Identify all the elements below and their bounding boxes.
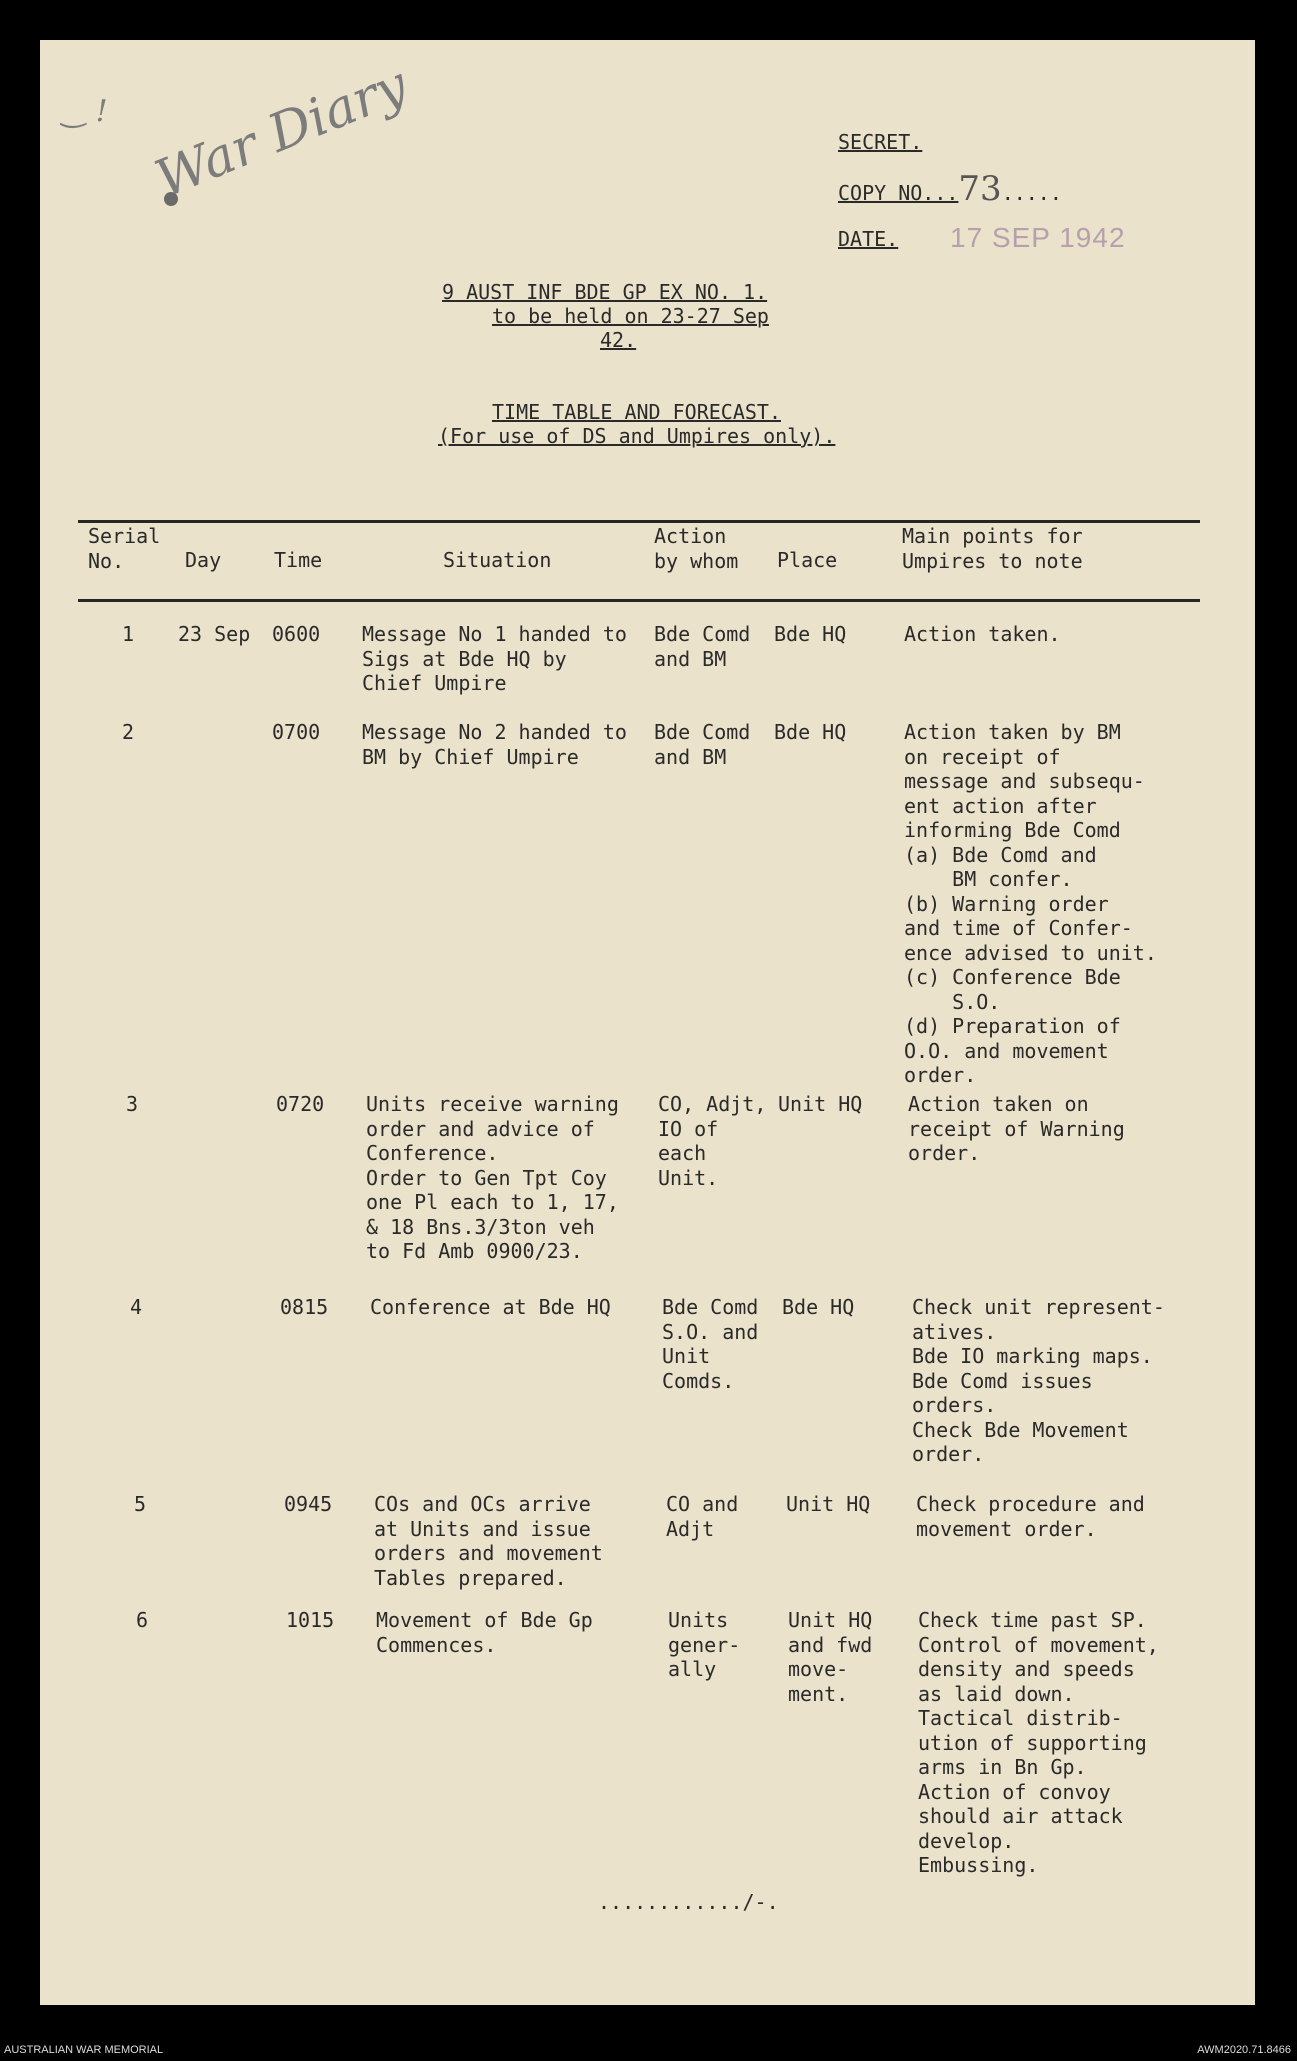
row-6-serial: 6 xyxy=(136,1608,149,1632)
title-line-1: 9 AUST INF BDE GP EX NO. 1. xyxy=(442,280,768,304)
handwritten-mark: ‿ ! xyxy=(62,94,108,129)
row-1-situation: Message No 1 handed to Sigs at Bde HQ by Chief Umpire xyxy=(362,622,627,695)
row-2-time: 0700 xyxy=(272,720,321,744)
row-6-situation: Movement of Bde Gp Commences. xyxy=(376,1608,593,1657)
row-1-action: Bde Comd and BM xyxy=(654,622,751,671)
header-situation: Situation xyxy=(443,548,552,572)
date-stamp: 17 SEP 1942 xyxy=(950,222,1126,253)
row-2-place: Bde HQ xyxy=(774,720,847,744)
row-5-points: Check procedure and movement order. xyxy=(916,1492,1145,1541)
row-1-day: 23 Sep xyxy=(178,622,251,646)
table-top-rule xyxy=(78,520,1200,523)
classification-label: SECRET. xyxy=(838,130,923,154)
row-1-points: Action taken. xyxy=(904,622,1061,646)
subtitle-line-2: (For use of DS and Umpires only). xyxy=(438,424,836,448)
row-5-place: Unit HQ xyxy=(786,1492,871,1516)
header-time: Time xyxy=(274,548,323,572)
row-6-points: Check time past SP. Control of movement, density and speeds as laid down. Tactical distrib- ution of supporting arms in Bn Gp. Action of convoy should air attack develop. Embussing. xyxy=(918,1608,1159,1877)
row-1-serial: 1 xyxy=(122,622,135,646)
row-6-time: 1015 xyxy=(286,1608,335,1632)
row-1-time: 0600 xyxy=(272,622,321,646)
row-3-action: CO, Adjt, IO of each Unit. xyxy=(658,1092,767,1190)
row-4-situation: Conference at Bde HQ xyxy=(370,1295,611,1319)
continuation-marker: ............/-. xyxy=(598,1890,779,1914)
title-line-3: 42. xyxy=(600,328,637,352)
row-3-time: 0720 xyxy=(276,1092,325,1116)
copy-number-line: COPY NO...73..... xyxy=(838,169,1062,209)
row-4-action: Bde Comd S.O. and Unit Comds. xyxy=(662,1295,759,1393)
row-5-time: 0945 xyxy=(284,1492,333,1516)
handwritten-annotation: War Diary xyxy=(147,55,416,210)
table-header-rule xyxy=(78,599,1200,602)
header-action: Action by whom xyxy=(654,524,739,573)
date-label: DATE. xyxy=(838,227,899,251)
row-4-time: 0815 xyxy=(280,1295,329,1319)
copy-number: 73 xyxy=(958,169,1002,209)
row-3-points: Action taken on receipt of Warning order. xyxy=(908,1092,1125,1165)
row-2-points: Action taken by BM on receipt of message and subsequ- ent action after informing Bde Comd (a) Bde Comd and BM confer. (b) Warning order and time of Confer- ence advised to unit. (c) Conference Bde S.O. (d) Preparation of O.O. and movement order. xyxy=(904,720,1157,1087)
row-3-situation: Units receive warning order and advice of Conference. Order to Gen Tpt Coy one Pl each to 1, 17, & 18 Bns.3/3ton veh to Fd Amb 0900/23. xyxy=(366,1092,619,1263)
footer-source: AUSTRALIAN WAR MEMORIAL xyxy=(4,2044,164,2056)
header-points: Main points for Umpires to note xyxy=(902,524,1083,573)
row-6-place: Unit HQ and fwd move- ment. xyxy=(788,1608,873,1706)
row-3-place: Unit HQ xyxy=(778,1092,863,1116)
document-page xyxy=(40,40,1255,2005)
footer-accession: AWM2020.71.8466 xyxy=(1197,2044,1291,2056)
subtitle-line-1: TIME TABLE AND FORECAST. xyxy=(492,400,781,424)
header-serial: Serial No. xyxy=(88,524,161,573)
row-2-serial: 2 xyxy=(122,720,135,744)
row-3-serial: 3 xyxy=(126,1092,139,1116)
row-5-action: CO and Adjt xyxy=(666,1492,739,1541)
header-place: Place xyxy=(777,548,838,572)
row-2-situation: Message No 2 handed to BM by Chief Umpire xyxy=(362,720,627,769)
row-5-situation: COs and OCs arrive at Units and issue orders and movement Tables prepared. xyxy=(374,1492,603,1590)
row-4-points: Check unit represent- atives. Bde IO marking maps. Bde Comd issues orders. Check Bde Movement order. xyxy=(912,1295,1165,1466)
row-5-serial: 5 xyxy=(134,1492,147,1516)
header-day: Day xyxy=(185,548,222,572)
row-1-place: Bde HQ xyxy=(774,622,847,646)
row-6-action: Units gener- ally xyxy=(668,1608,741,1681)
row-2-action: Bde Comd and BM xyxy=(654,720,751,769)
row-4-serial: 4 xyxy=(130,1295,143,1319)
row-4-place: Bde HQ xyxy=(782,1295,855,1319)
title-line-2: to be held on 23-27 Sep xyxy=(492,304,769,328)
